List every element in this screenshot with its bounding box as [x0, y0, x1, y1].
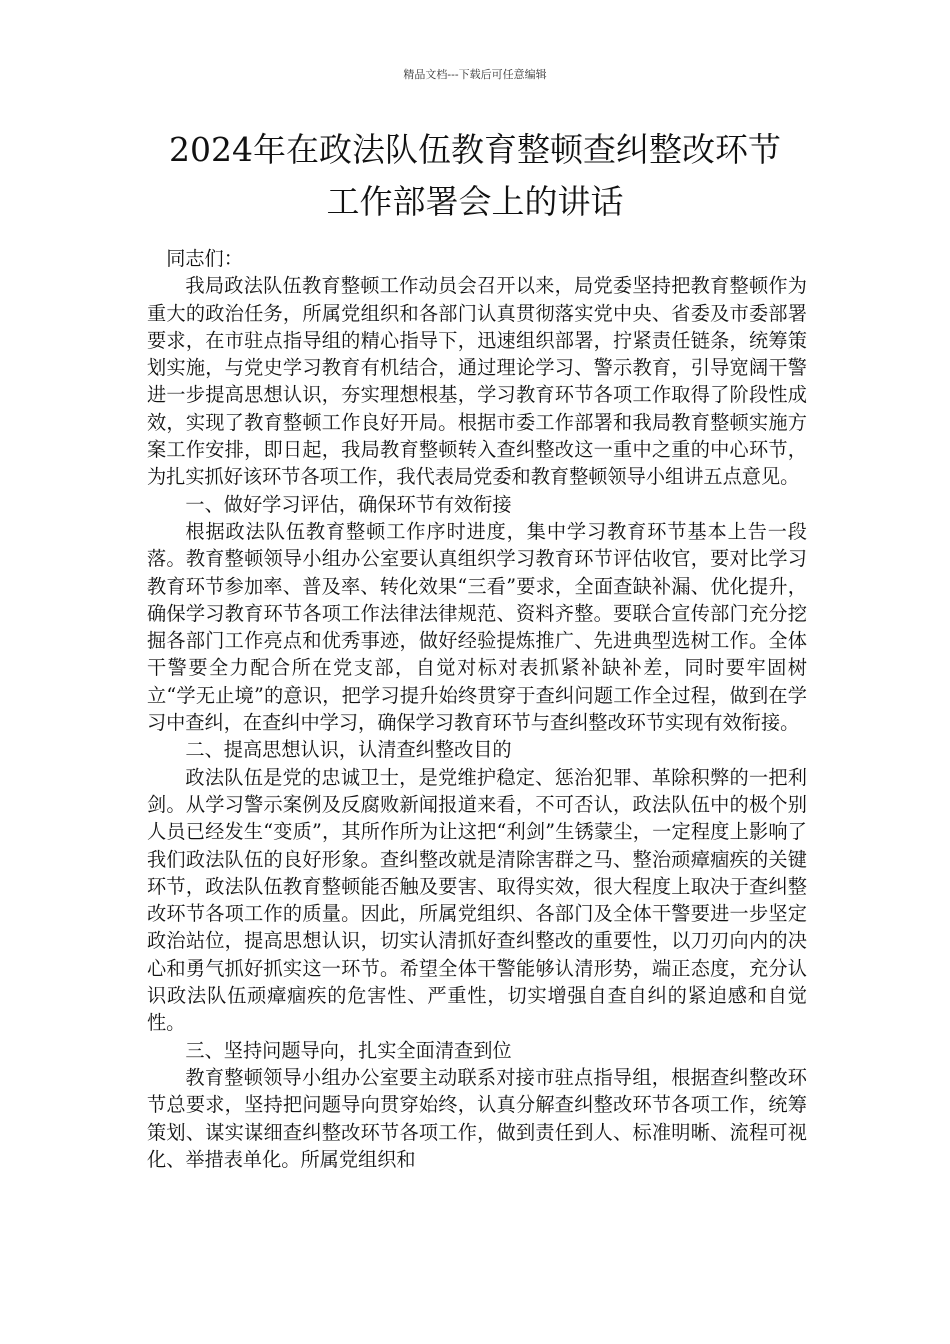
salutation: 同志们： [166, 247, 243, 270]
paragraph-intro: 我局政法队伍教育整顿工作动员会召开以来，局党委坚持把教育整顿作为重大的政治任务，所属党组织和各部门认真贯彻落实党中央、省委及市委部署要求，在市驻点指导组的精心指导下，迅速组织部署，拧紧责任链条，统筹策划实施，与党史学习教育有机结合，通过理论学习、警示教育，引导宽阔干警进一步提高思想认识，夯实理想根基，学习教育环节各项工作取得了阶段性成效，实现了教育整顿工作良好开局。根据市委工作部署和我局教育整顿实施方案工作安排，即日起，我局教育整顿转入查纠整改这一重中之重的中心环节，为扎实抓好该环节各项工作，我代表局党委和教育整顿领导小组讲五点意见。 [147, 274, 807, 489]
paragraph-section-3: 教育整顿领导小组办公室要主动联系对接市驻点指导组，根据查纠整改环节总要求，坚持把问题导向贯穿始终，认真分解查纠整改环节各项工作，统筹策划、谋实谋细查纠整改环节各项工作，做到责任到人、标准明晰、流程可视化、举措表单化。所属党组织和 [147, 1065, 807, 1171]
section-heading-3: 三、坚持问题导向，扎实全面清查到位 [185, 1038, 512, 1062]
page-title [80, 124, 870, 228]
section-heading-2: 二、提高思想认识，认清查纠整改目的 [185, 738, 512, 762]
paragraph-section-2: 政法队伍是党的忠诚卫士，是党维护稳定、惩治犯罪、革除积弊的一把利剑。从学习警示案例及反腐败新闻报道来看，不可否认，政法队伍中的极个别人员已经发生“变质”，其所作所为让这把“利剑”生锈蒙尘，一定程度上影响了我们政法队伍的良好形象。查纠整改就是清除害群之马、整治顽瘴痼疾的关键环节，政法队伍教育整顿能否触及要害、取得实效，很大程度上取决于查纠整改环节各项工作的质量。因此，所属党组织、各部门及全体干警要进一步坚定政治站位，提高思想认识，切实认清抓好查纠整改的重要性，以刀刃向内的决心和勇气抓好抓实这一环节。希望全体干警能够认清形势，端正态度，充分认识政法队伍顽瘴痼疾的危害性、严重性，切实增强自查自纠的紧迫感和自觉性。 [147, 765, 807, 1035]
title-line-2: 工作部署会上的讲话 [326, 182, 624, 221]
paragraph-section-1: 根据政法队伍教育整顿工作序时进度，集中学习教育环节基本上告一段落。教育整顿领导小组办公室要认真组织学习教育环节评估收官，要对比学习教育环节参加率、普及率、转化效果“三看”要求，全面查缺补漏、优化提升，确保学习教育环节各项工作法律法律规范、资料齐整。要联合宣传部门充分挖掘各部门工作亮点和优秀事迹，做好经验提炼推广、先进典型选树工作。全体干警要全力配合所在党支部，自觉对标对表抓紧补缺补差，同时要牢固树立“学无止境”的意识，把学习提升始终贯穿于查纠问题工作全过程，做到在学习中查纠，在查纠中学习，确保学习教育环节与查纠整改环节实现有效衔接。 [147, 519, 807, 735]
title-line-1: 2024年在政法队伍教育整顿查纠整改环节 [169, 130, 781, 169]
speech-body [147, 245, 807, 1173]
section-heading-1: 一、做好学习评估，确保环节有效衔接 [185, 492, 512, 516]
header-note: 精品文档---下载后可任意编辑 [403, 68, 547, 81]
